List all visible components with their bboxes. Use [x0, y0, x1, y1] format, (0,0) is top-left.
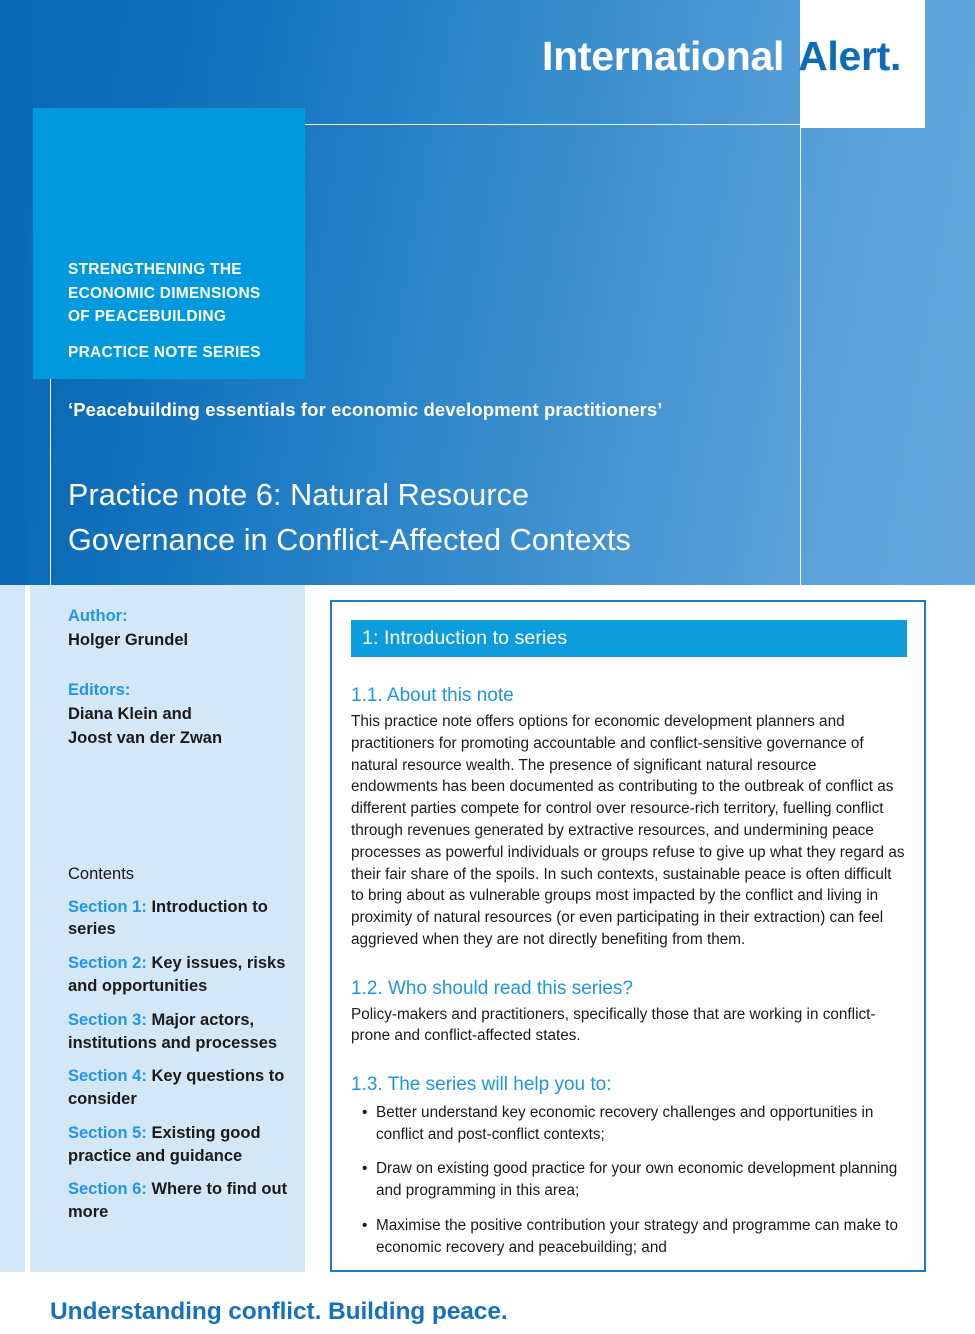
organisation-logo — [542, 33, 902, 79]
series-subtitle: PRACTICE NOTE SERIES — [68, 343, 261, 361]
author-name: Holger Grundel — [68, 630, 189, 649]
bullet-text-3: Maximise the positive contribution your strategy and programme can make to economic recovery and peacebuilding; and — [376, 1216, 899, 1256]
editor-name-1: Diana Klein and — [68, 704, 192, 723]
toc-number-1: Section 1: — [68, 897, 147, 916]
main-content-card — [330, 600, 926, 1272]
header-left-accent-strip — [0, 0, 26, 585]
subsection-1-2-body: Policy-makers and practitioners, specifically those that are working in conflict-prone and conflict-affected states. — [351, 1005, 876, 1045]
series-line-1: STRENGTHENING THE — [68, 261, 242, 278]
editors-block — [68, 679, 293, 751]
toc-label-6: Where to find out more — [68, 1180, 288, 1222]
toc-label-4: Key questions to consider — [68, 1067, 285, 1109]
subsection-1-3-heading: 1.3. The series will help you to: — [351, 1074, 612, 1096]
toc-label-3: Major actors, institutions and processes — [68, 1010, 278, 1052]
document-title-line-1: Practice note 6: Natural Resource — [68, 478, 530, 512]
footer-tagline: Understanding conflict. Building peace. — [50, 1298, 508, 1325]
bullet-item-1 — [351, 1102, 907, 1146]
toc-item-section-3[interactable] — [68, 1009, 293, 1055]
subsection-1-2-heading: 1.2. Who should read this series? — [351, 977, 633, 999]
document-title-line-2: Governance in Conflict-Affected Contexts — [68, 522, 631, 557]
series-line-2: ECONOMIC DIMENSIONS — [68, 284, 261, 302]
bullet-text-1: Better understand key economic recovery challenges and opportunities in conflict and post-conflict contexts; — [376, 1103, 874, 1143]
toc-number-3: Section 3: — [68, 1010, 147, 1029]
footer-band — [0, 1272, 975, 1334]
bullet-marker-icon: • — [362, 1103, 368, 1121]
editor-name-2: Joost van der Zwan — [68, 728, 223, 747]
document-title — [68, 473, 808, 562]
toc-number-4: Section 4: — [68, 1067, 147, 1086]
contents-heading: Contents — [68, 864, 135, 883]
toc-item-section-1[interactable] — [68, 896, 293, 942]
toc-label-2: Key issues, risks and opportunities — [68, 954, 286, 995]
toc-item-section-2[interactable] — [68, 952, 293, 998]
bullet-marker-icon: • — [362, 1160, 368, 1178]
toc-number-6: Section 6: — [68, 1180, 147, 1199]
benefits-bullet-list — [351, 1102, 907, 1294]
series-badge-text — [68, 258, 308, 364]
sidebar-outer-strip — [0, 585, 25, 1272]
subsection-1-1-body: This practice note offers options for economic development planners and practitioners for promoting accountable and conflict-sensitive governance of natural resource wealth. The presence of significant natural resource endowments has been documented as contributing to the outbreak of conflict as different parties compete for control over resource-rich territory, fuelling conflict through revenues generated by extractive resources, and undermining peace processes as powerful individuals or groups refuse to give up what they regard as their fair share of the spoils. In such contexts, sustainable peace is often difficult to bring about as vulnerable groups most impacted by the conflict and living in proximity of natural resources (or even participating in their extraction) can feel aggrieved when they are not directly benefiting from them. — [351, 713, 905, 949]
logo-secondary-word: Alert. — [798, 33, 902, 79]
subsection-1-1-heading: 1.1. About this note — [351, 685, 514, 707]
author-label: Author: — [68, 607, 128, 625]
strapline: ‘Peacebuilding essentials for economic development practitioners’ — [68, 399, 663, 420]
series-line-3: OF PEACEBUILDING — [68, 308, 227, 326]
bullet-text-2: Draw on existing good practice for your own economic development planning and programming in this area; — [376, 1160, 898, 1200]
toc-number-2: Section 2: — [68, 954, 147, 973]
toc-item-section-5[interactable] — [68, 1122, 293, 1168]
toc-item-section-4[interactable] — [68, 1065, 293, 1111]
bullet-marker-icon: • — [362, 1216, 368, 1234]
bullet-item-3 — [351, 1215, 907, 1259]
logo-primary-word: International — [542, 33, 785, 79]
sidebar-panel — [30, 585, 305, 1272]
toc-label-5: Existing good practice and guidance — [68, 1123, 261, 1165]
section-title-bar: 1: Introduction to series — [351, 620, 907, 657]
header-banner — [0, 0, 975, 585]
editors-label: Editors: — [68, 680, 131, 699]
toc-number-5: Section 5: — [68, 1123, 147, 1142]
author-block — [68, 605, 293, 653]
toc-label-1: Introduction to series — [68, 897, 268, 939]
toc-item-section-6[interactable] — [68, 1178, 293, 1224]
bullet-item-2 — [351, 1158, 907, 1202]
